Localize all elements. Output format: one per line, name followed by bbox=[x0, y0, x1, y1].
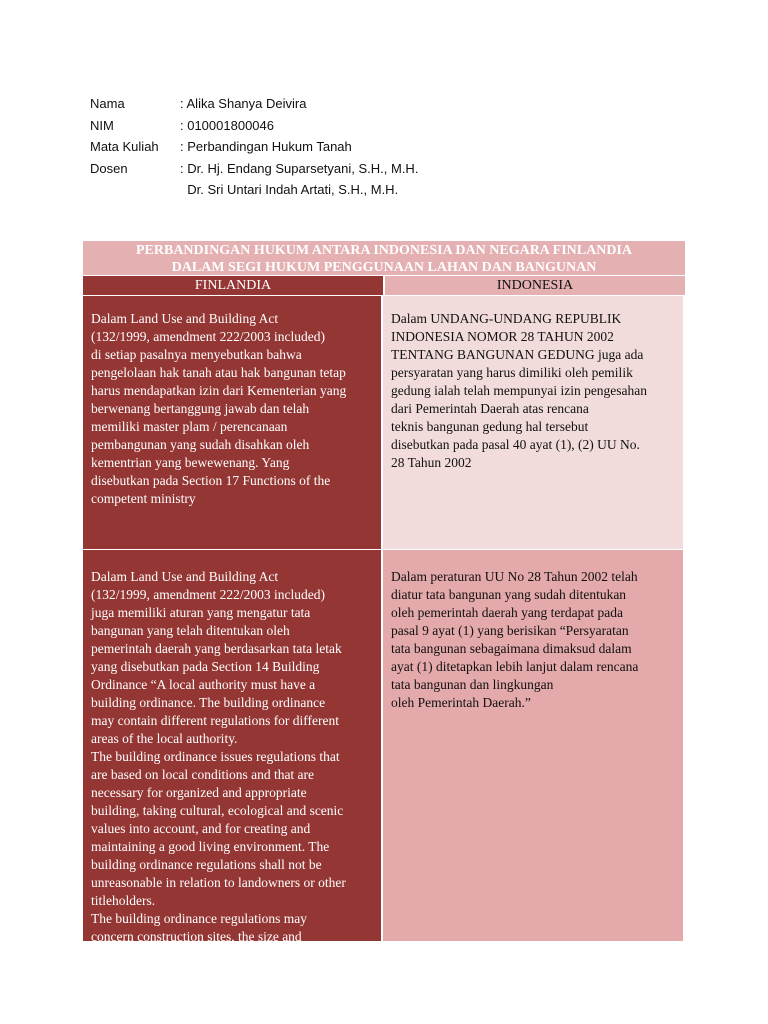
indonesia-cell: Dalam peraturan UU No 28 Tahun 2002 telah diatur tata bangunan yang sudah ditentukan oleh pemerintah daerah yang terdapat pada pasal 9 ayat (1) yang berisikan “Persyaratan tata bangunan sebagaimana dimaksud dalam ayat (1) ditetapkan lebih lanjut dalam rencana tata bangunan dan lingkungan oleh Pemerintah Daerah.” bbox=[383, 550, 683, 941]
comparison-table bbox=[83, 241, 685, 942]
info-row-dosen-2 bbox=[90, 179, 418, 201]
column-header-indonesia: INDONESIA bbox=[385, 276, 685, 295]
column-header-finlandia: FINLANDIA bbox=[83, 276, 385, 295]
table-title bbox=[83, 241, 685, 276]
student-info bbox=[90, 93, 418, 201]
info-row-nama bbox=[90, 93, 418, 115]
finlandia-cell: Dalam Land Use and Building Act (132/1999, amendment 222/2003 included) juga memiliki aturan yang mengatur tata bangunan yang telah ditentukan oleh pemerintah daerah yang berdasarkan tata letak yang disebutkan pada Section 14 Building Ordinance “A local authority must have a building ordinance. The building ordinance may contain different regulations for different areas of the local authority. The building ordinance issues regulations that are based on local conditions and that are necessary for organized and appropriate building, taking cultural, ecological and scenic values into account, and for creating and maintaining a good living environment. The building ordinance regulations shall not be unreasonable in relation to landowners or other titleholders. The building ordinance regulations may concern construction sites, the size and bbox=[83, 550, 383, 941]
info-value: : Alika Shanya Deivira bbox=[180, 96, 307, 111]
info-label: NIM bbox=[90, 117, 114, 133]
finlandia-cell: Dalam Land Use and Building Act (132/1999, amendment 222/2003 included) di setiap pasalnya menyebutkan bahwa pengelolaan hak tanah atau hak bangunan tetap harus mendapatkan izin dari Kementerian yang berwenang bertanggung jawab dan telah memiliki master plam / perencanaan pembangunan yang sudah disahkan oleh kementrian yang bewewenang. Yang disebutkan pada Section 17 Functions of the competent ministry bbox=[83, 296, 383, 549]
table-row bbox=[83, 296, 685, 550]
table-title-line-2: DALAM SEGI HUKUM PENGGUNAAN LAHAN DAN BANGUNAN bbox=[171, 260, 597, 275]
info-row-nim bbox=[90, 115, 418, 137]
info-value: : Dr. Hj. Endang Suparsetyani, S.H., M.H. bbox=[180, 160, 419, 176]
table-row bbox=[83, 550, 685, 942]
info-label: Mata Kuliah bbox=[90, 139, 159, 154]
info-label: Nama bbox=[90, 96, 125, 111]
info-row-mata-kuliah bbox=[90, 136, 418, 158]
info-row-dosen bbox=[90, 158, 418, 180]
info-value: Dr. Sri Untari Indah Artati, S.H., M.H. bbox=[180, 182, 399, 197]
table-title-line-1: PERBANDINGAN HUKUM ANTARA INDONESIA DAN NEGARA FINLANDIA bbox=[135, 243, 632, 258]
table-header-row bbox=[83, 276, 685, 296]
indonesia-cell: Dalam UNDANG-UNDANG REPUBLIK INDONESIA NOMOR 28 TAHUN 2002 TENTANG BANGUNAN GEDUNG juga ada persyaratan yang harus dimiliki oleh pemilik gedung ialah telah mempunyai izin pengesahan dari Pemerintah Daerah atas rencana teknis bangunan gedung hal tersebut disebutkan pada pasal 40 ayat (1), (2) UU No. 28 Tahun 2002 bbox=[383, 296, 683, 549]
info-value: : 010001800046 bbox=[180, 117, 274, 133]
info-label bbox=[90, 179, 180, 201]
info-value: : Perbandingan Hukum Tanah bbox=[180, 139, 352, 154]
info-label: Dosen bbox=[90, 160, 128, 176]
